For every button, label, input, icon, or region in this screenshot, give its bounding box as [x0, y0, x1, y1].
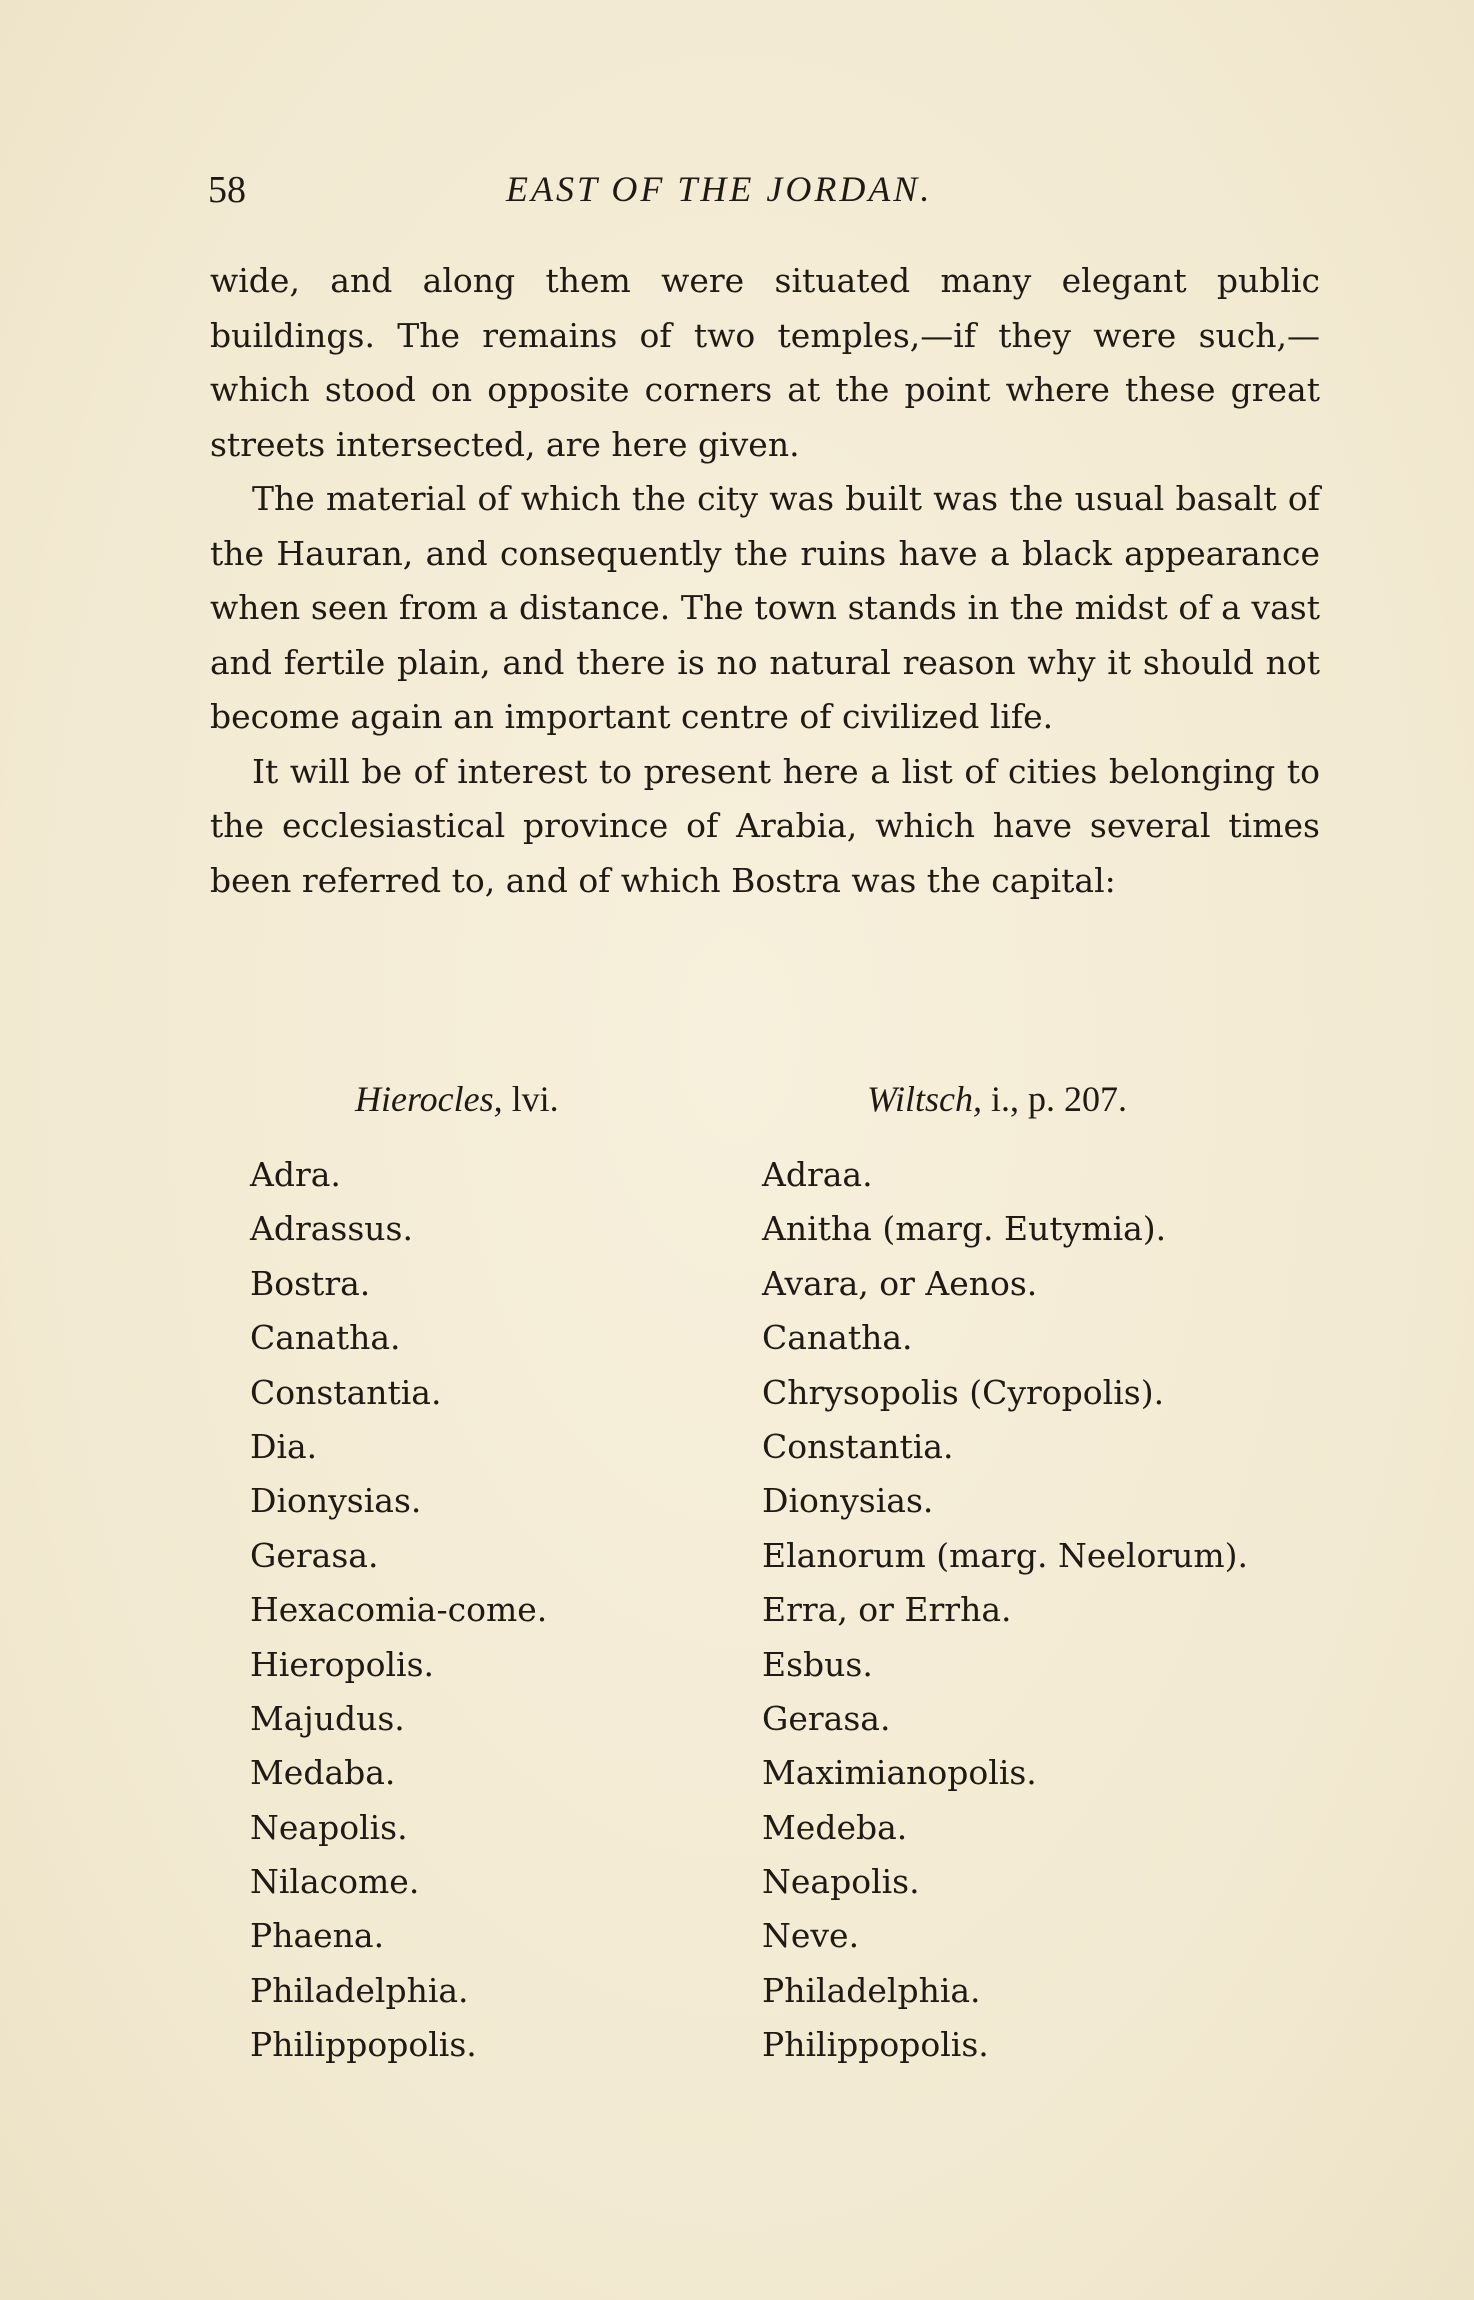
- city-name: Constantia.: [250, 1372, 442, 1412]
- city-name: Adraa.: [762, 1155, 873, 1194]
- hierocles-list: [250, 1074, 670, 2073]
- city-name: Avara, or Aenos.: [762, 1263, 1038, 1303]
- city-name: Erra, or Errha.: [762, 1590, 1012, 1630]
- city-name: Philippopolis.: [250, 2025, 477, 2065]
- city-name: Gerasa.: [762, 1698, 891, 1738]
- city-list: [250, 1148, 670, 2073]
- city-name: Medaba.: [250, 1753, 396, 1793]
- city-name: Chrysopolis (Cyropolis).: [762, 1372, 1165, 1412]
- body-text: [210, 254, 1320, 908]
- city-name: Dionysias.: [250, 1481, 422, 1521]
- city-name: Esbus.: [762, 1644, 873, 1684]
- city-name: Majudus.: [250, 1698, 405, 1738]
- city-name: Hexacomia-come.: [250, 1590, 548, 1630]
- city-name: Elanorum (marg. Neelorum).: [762, 1535, 1249, 1575]
- column-heading: [762, 1074, 1362, 1148]
- column-reference: i., p. 207.: [982, 1079, 1128, 1119]
- running-title: EAST OF THE JORDAN.: [506, 169, 933, 209]
- column-reference: lvi.: [502, 1079, 559, 1119]
- column-heading: [250, 1074, 670, 1148]
- column-source: Wiltsch,: [867, 1079, 982, 1119]
- paragraph-list-intro: It will be of interest to present here a list of cities belonging to the ecclesiastical province of Arabia, which have several times been referred to, and of which Bostra was the capital:: [210, 751, 1320, 900]
- city-name: Hieropolis.: [250, 1644, 435, 1684]
- city-name: Dionysias.: [762, 1481, 934, 1521]
- paragraph-material: The material of which the city was built was the usual basalt of the Hauran, and consequently the ruins have a black appearance when seen from a distance. The town stands in the midst of a vast and fertile plain, and there is no natural reason why it should not become again an important centre of civilized life.: [210, 479, 1320, 736]
- city-name: Maximianopolis.: [762, 1753, 1037, 1793]
- city-name: Anitha (marg. Eutymia).: [762, 1209, 1167, 1249]
- city-name: Gerasa.: [250, 1535, 379, 1575]
- city-name: Adra.: [250, 1155, 341, 1194]
- city-name: Constantia.: [762, 1426, 954, 1466]
- paragraph-continuation: wide, and along them were situated many elegant public buildings. The remains of two temples,—if they were such,—which stood on opposite corners at the point where these great streets intersected, are here given.: [210, 261, 1320, 464]
- city-name: Dia.: [250, 1426, 318, 1466]
- city-name: Phaena.: [250, 1916, 385, 1956]
- wiltsch-list: [762, 1074, 1362, 2073]
- city-name: Adrassus.: [250, 1209, 413, 1249]
- city-name: Philadelphia.: [762, 1970, 981, 2010]
- page-header: [208, 168, 1318, 218]
- city-name: Neapolis.: [762, 1862, 920, 1902]
- city-name: Nilacome.: [250, 1862, 420, 1902]
- city-name: Canatha.: [250, 1318, 401, 1358]
- city-name: Canatha.: [762, 1318, 913, 1358]
- city-name: Neve.: [762, 1916, 860, 1956]
- city-name: Neapolis.: [250, 1807, 408, 1847]
- column-source: Hierocles,: [355, 1079, 503, 1119]
- city-name: Philippopolis.: [762, 2025, 989, 2065]
- page-number: 58: [208, 169, 246, 211]
- city-name: Bostra.: [250, 1263, 371, 1303]
- city-name: Philadelphia.: [250, 1970, 469, 2010]
- city-list: [762, 1148, 1362, 2073]
- city-name: Medeba.: [762, 1807, 908, 1847]
